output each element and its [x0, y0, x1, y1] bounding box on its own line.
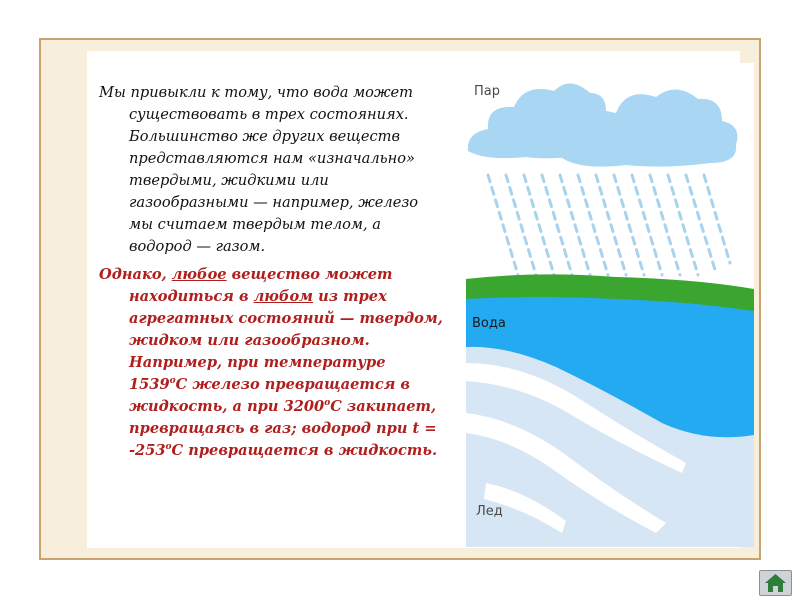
- p2-text-6: С превращается в жидкость.: [171, 442, 438, 459]
- paragraph-intro: Мы привыкли к тому, что вода может существовать в трех состояниях. Большинство же других веществ представляются нам «изначально» твердыми, жидкими или газообразными — например, железо мы считаем твердым телом, а водород — газом.: [99, 84, 419, 255]
- p2-text-2: вещество может находиться в: [129, 266, 393, 305]
- p2-text-1: Однако,: [99, 266, 172, 283]
- water-states-illustration: [466, 63, 754, 547]
- label-ice: Лед: [476, 504, 503, 519]
- paragraph-highlight: [99, 264, 444, 462]
- label-water: Вода: [472, 316, 506, 331]
- degree-mark: о: [169, 376, 176, 387]
- degree-mark: о: [324, 398, 331, 409]
- p2-text-3: из трех агрегатных состояний — твердом, жидком или газообразном. Например, при температуре 1539: [129, 288, 443, 393]
- home-button[interactable]: [759, 570, 792, 596]
- slide-text: [99, 82, 444, 462]
- p2-text-4: С железо превращается в жидкость, а при 3200: [129, 376, 411, 415]
- degree-mark: о: [165, 442, 172, 453]
- underlined-any: любое: [171, 266, 227, 283]
- p2-text-5: С закипает, превращаясь в газ; водород при t = -253: [129, 398, 437, 459]
- home-icon: [760, 571, 791, 595]
- underlined-any-state: любом: [253, 288, 314, 305]
- label-vapor: Пар: [474, 84, 500, 99]
